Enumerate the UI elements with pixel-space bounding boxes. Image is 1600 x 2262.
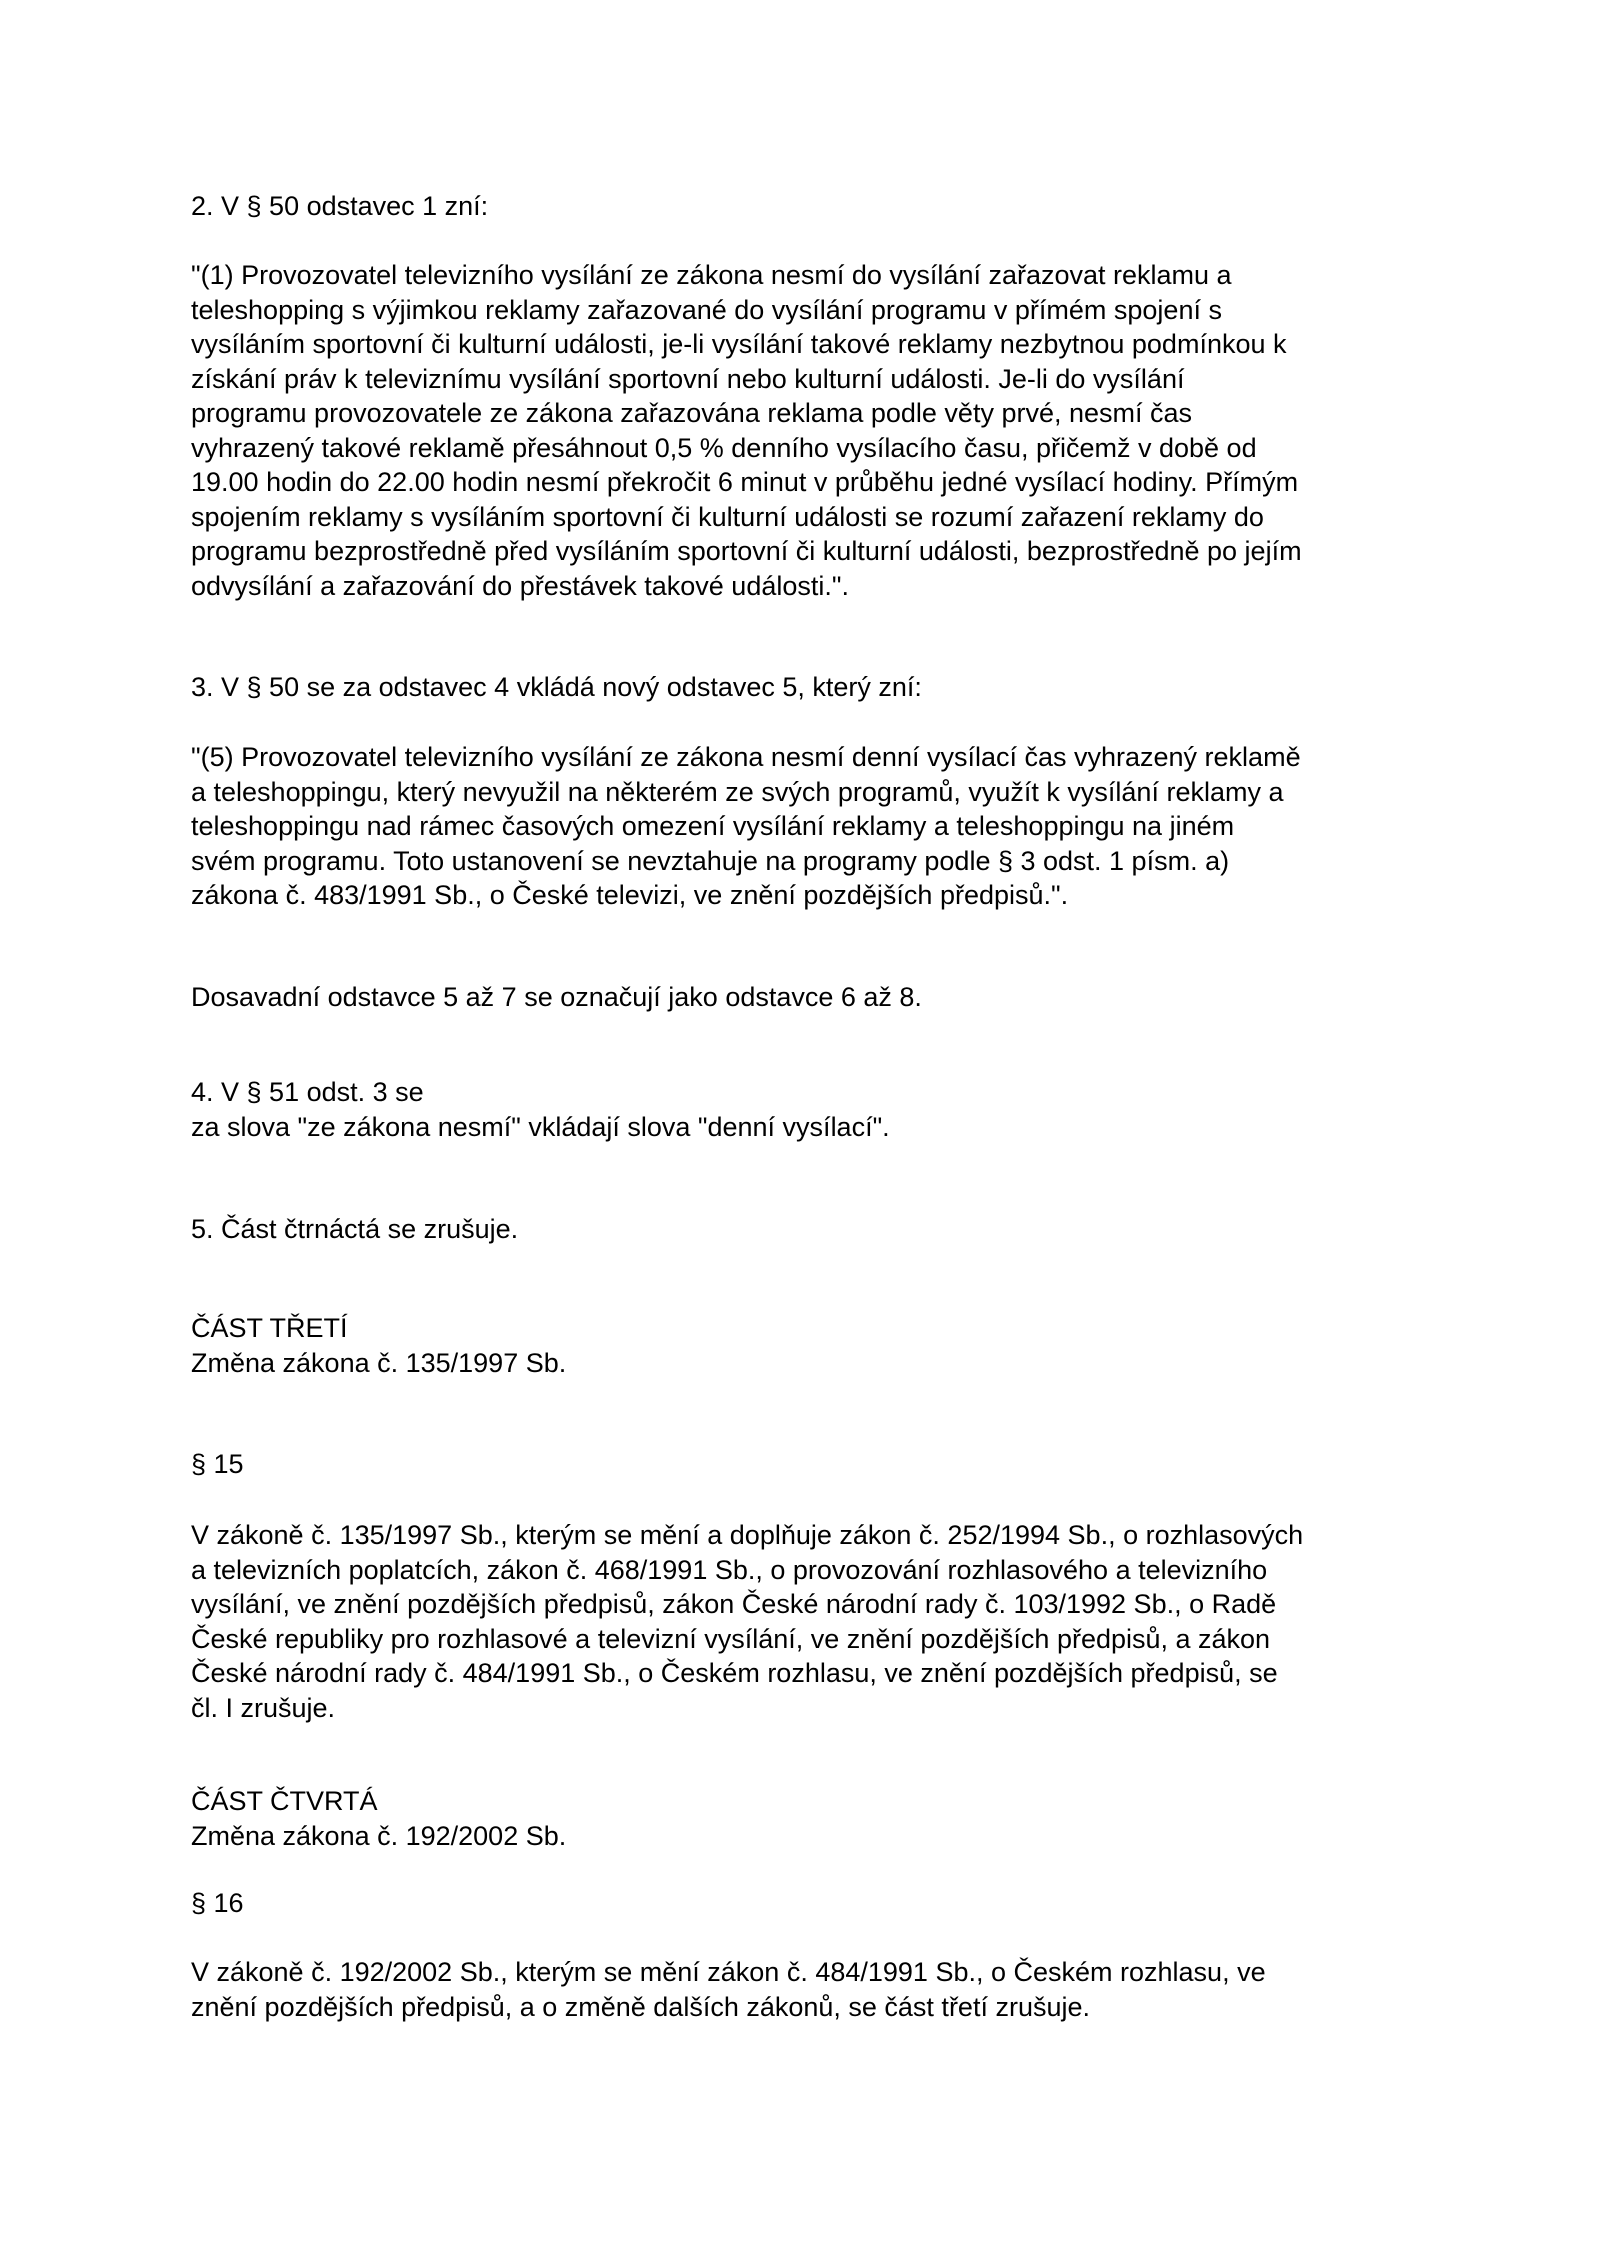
section-15-text: V zákoně č. 135/1997 Sb., kterým se mění a doplňuje zákon č. 252/1994 Sb., o rozhlasových a televizních poplatcích, zákon č. 468/1991 Sb., o provozování rozhlasového a televizního vysílání, ve znění pozdějších předpisů, zákon České národní rady č. 103/1992 Sb., o Radě České republiky pro rozhlasové a televizní vysílání, ve znění pozdějších předpisů, a zákon České národní rady č. 484/1991 Sb., o Českém rozhlasu, ve znění pozdějších předpisů, se čl. I zrušuje. (191, 1520, 1304, 1723)
renumbering-note: Dosavadní odstavce 5 až 7 se označují jako odstavce 6 až 8. (191, 982, 922, 1012)
amendment-point-5: 5. Část čtrnáctá se zrušuje. (191, 1214, 519, 1244)
section-15-heading: § 15 (191, 1449, 244, 1479)
section-16-text: V zákoně č. 192/2002 Sb., kterým se mění zákon č. 484/1991 Sb., o Českém rozhlasu, ve znění pozdějších předpisů, a o změně dalších zákonů, se část třetí zrušuje. (191, 1957, 1266, 2022)
amendment-point-4: 4. V § 51 odst. 3 se za slova "ze zákona nesmí" vkládají slova "denní vysílací". (191, 1077, 890, 1142)
section-16-heading: § 16 (191, 1888, 244, 1918)
amendment-point-3-text: "(5) Provozovatel televizního vysílání ze zákona nesmí denní vysílací čas vyhrazený reklamě a teleshoppingu, který nevyužil na některém ze svých programů, využít k vysílání reklamy a teleshoppingu nad rámec časových omezení vysílání reklamy a teleshoppingu na jiném svém programu. Toto ustanovení se nevztahuje na programy podle § 3 odst. 1 písm. a) zákona č. 483/1991 Sb., o České televizi, ve znění pozdějších předpisů.". (191, 742, 1301, 910)
amendment-point-3-heading: 3. V § 50 se za odstavec 4 vkládá nový odstavec 5, který zní: (191, 672, 922, 702)
part-three-heading: ČÁST TŘETÍ Změna zákona č. 135/1997 Sb. (191, 1313, 567, 1378)
amendment-point-2-heading: 2. V § 50 odstavec 1 zní: (191, 191, 489, 221)
amendment-point-2-text: "(1) Provozovatel televizního vysílání ze zákona nesmí do vysílání zařazovat reklamu a teleshopping s výjimkou reklamy zařazované do vysílání programu v přímém spojení s vysíláním sportovní či kulturní události, je-li vysílání takové reklamy nezbytnou podmínkou k získání práv k televiznímu vysílání sportovní nebo kulturní události. Je-li do vysílání programu provozovatele ze zákona zařazována reklama podle věty prvé, nesmí čas vyhrazený takové reklamě přesáhnout 0,5 % denního vysílacího času, přičemž v době od 19.00 hodin do 22.00 hodin nesmí překročit 6 minut v průběhu jedné vysílací hodiny. Přímým spojením reklamy s vysíláním sportovní či kulturní události se rozumí zařazení reklamy do programu bezprostředně před vysíláním sportovní či kulturní události, bezprostředně po jejím odvysílání a zařazování do přestávek takové události.". (191, 260, 1302, 601)
part-four-heading: ČÁST ČTVRTÁ Změna zákona č. 192/2002 Sb. (191, 1786, 567, 1851)
